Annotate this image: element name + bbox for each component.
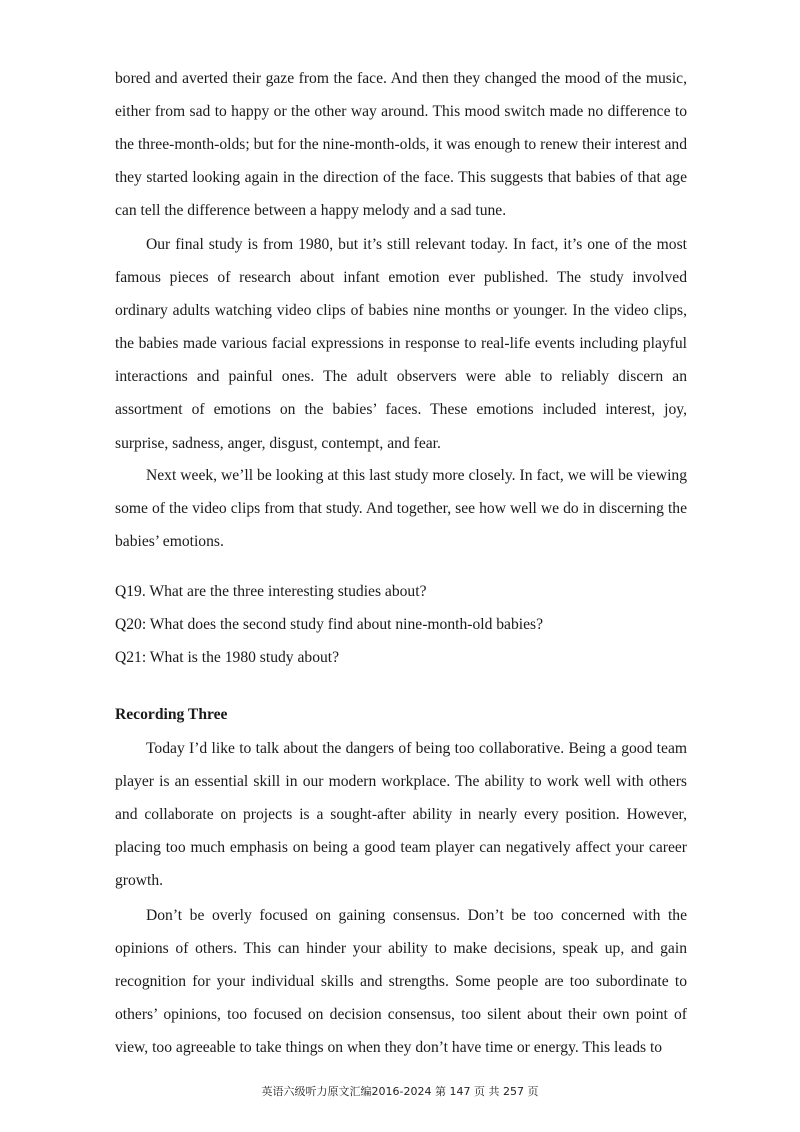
paragraph-2: Our final study is from 1980, but it’s still relevant today. In fact, it’s one of the most famous pieces of research about infant emotion ever published. The study involved ordinary adults watching video clips of babies nine months or younger. In the video clips, the babies made various facial expressions in response to real-life events including playful interactions and painful ones. The adult observers were able to reliably discern an assortment of emotions on the babies’ faces. These emotions included interest, joy, surprise, sadness, anger, disgust, contempt, and fear. — [115, 236, 687, 452]
paragraph-1: bored and averted their gaze from the face. And then they changed the mood of the music, either from sad to happy or the other way around. This mood switch made no difference to the three-month-olds; but for the nine-month-olds, it was enough to renew their interest and they started looking again in the direction of the face. This suggests that babies of that age can tell the difference between a happy melody and a sad tune. — [115, 70, 687, 220]
question-q19: Q19. What are the three interesting studies about? — [115, 583, 427, 600]
paragraph-3: Next week, we’ll be looking at this last study more closely. In fact, we will be viewing some of the video clips from that study. And together, see how well we do in discerning the babies’ emotions. — [115, 467, 687, 551]
page-footer: 英语六级听力原文汇编2016-2024 第 147 页 共 257 页 — [261, 1085, 539, 1098]
section-heading: Recording Three — [115, 706, 228, 723]
question-q20: Q20: What does the second study find about nine-month-old babies? — [115, 616, 544, 634]
question-q21: Q21: What is the 1980 study about? — [115, 649, 340, 667]
recording-three-paragraph-1: Today I’d like to talk about the dangers of being too collaborative. Being a good team player is an essential skill in our modern workplace. The ability to work well with others and collaborate on projects is a sought-after ability in nearly every position. However, placing too much emphasis on being a good team player can negatively affect your career growth. — [115, 740, 687, 890]
question-list — [115, 575, 687, 674]
recording-three-paragraph-2: Don’t be overly focused on gaining consensus. Don’t be too concerned with the opinions of others. This can hinder your ability to make decisions, speak up, and gain recognition for your individual skills and strengths. Some people are too subordinate to others’ opinions, too focused on decision consensus, too silent about their own point of view, too agreeable to take things on when they don’t have time or energy. This leads to — [115, 907, 687, 1057]
